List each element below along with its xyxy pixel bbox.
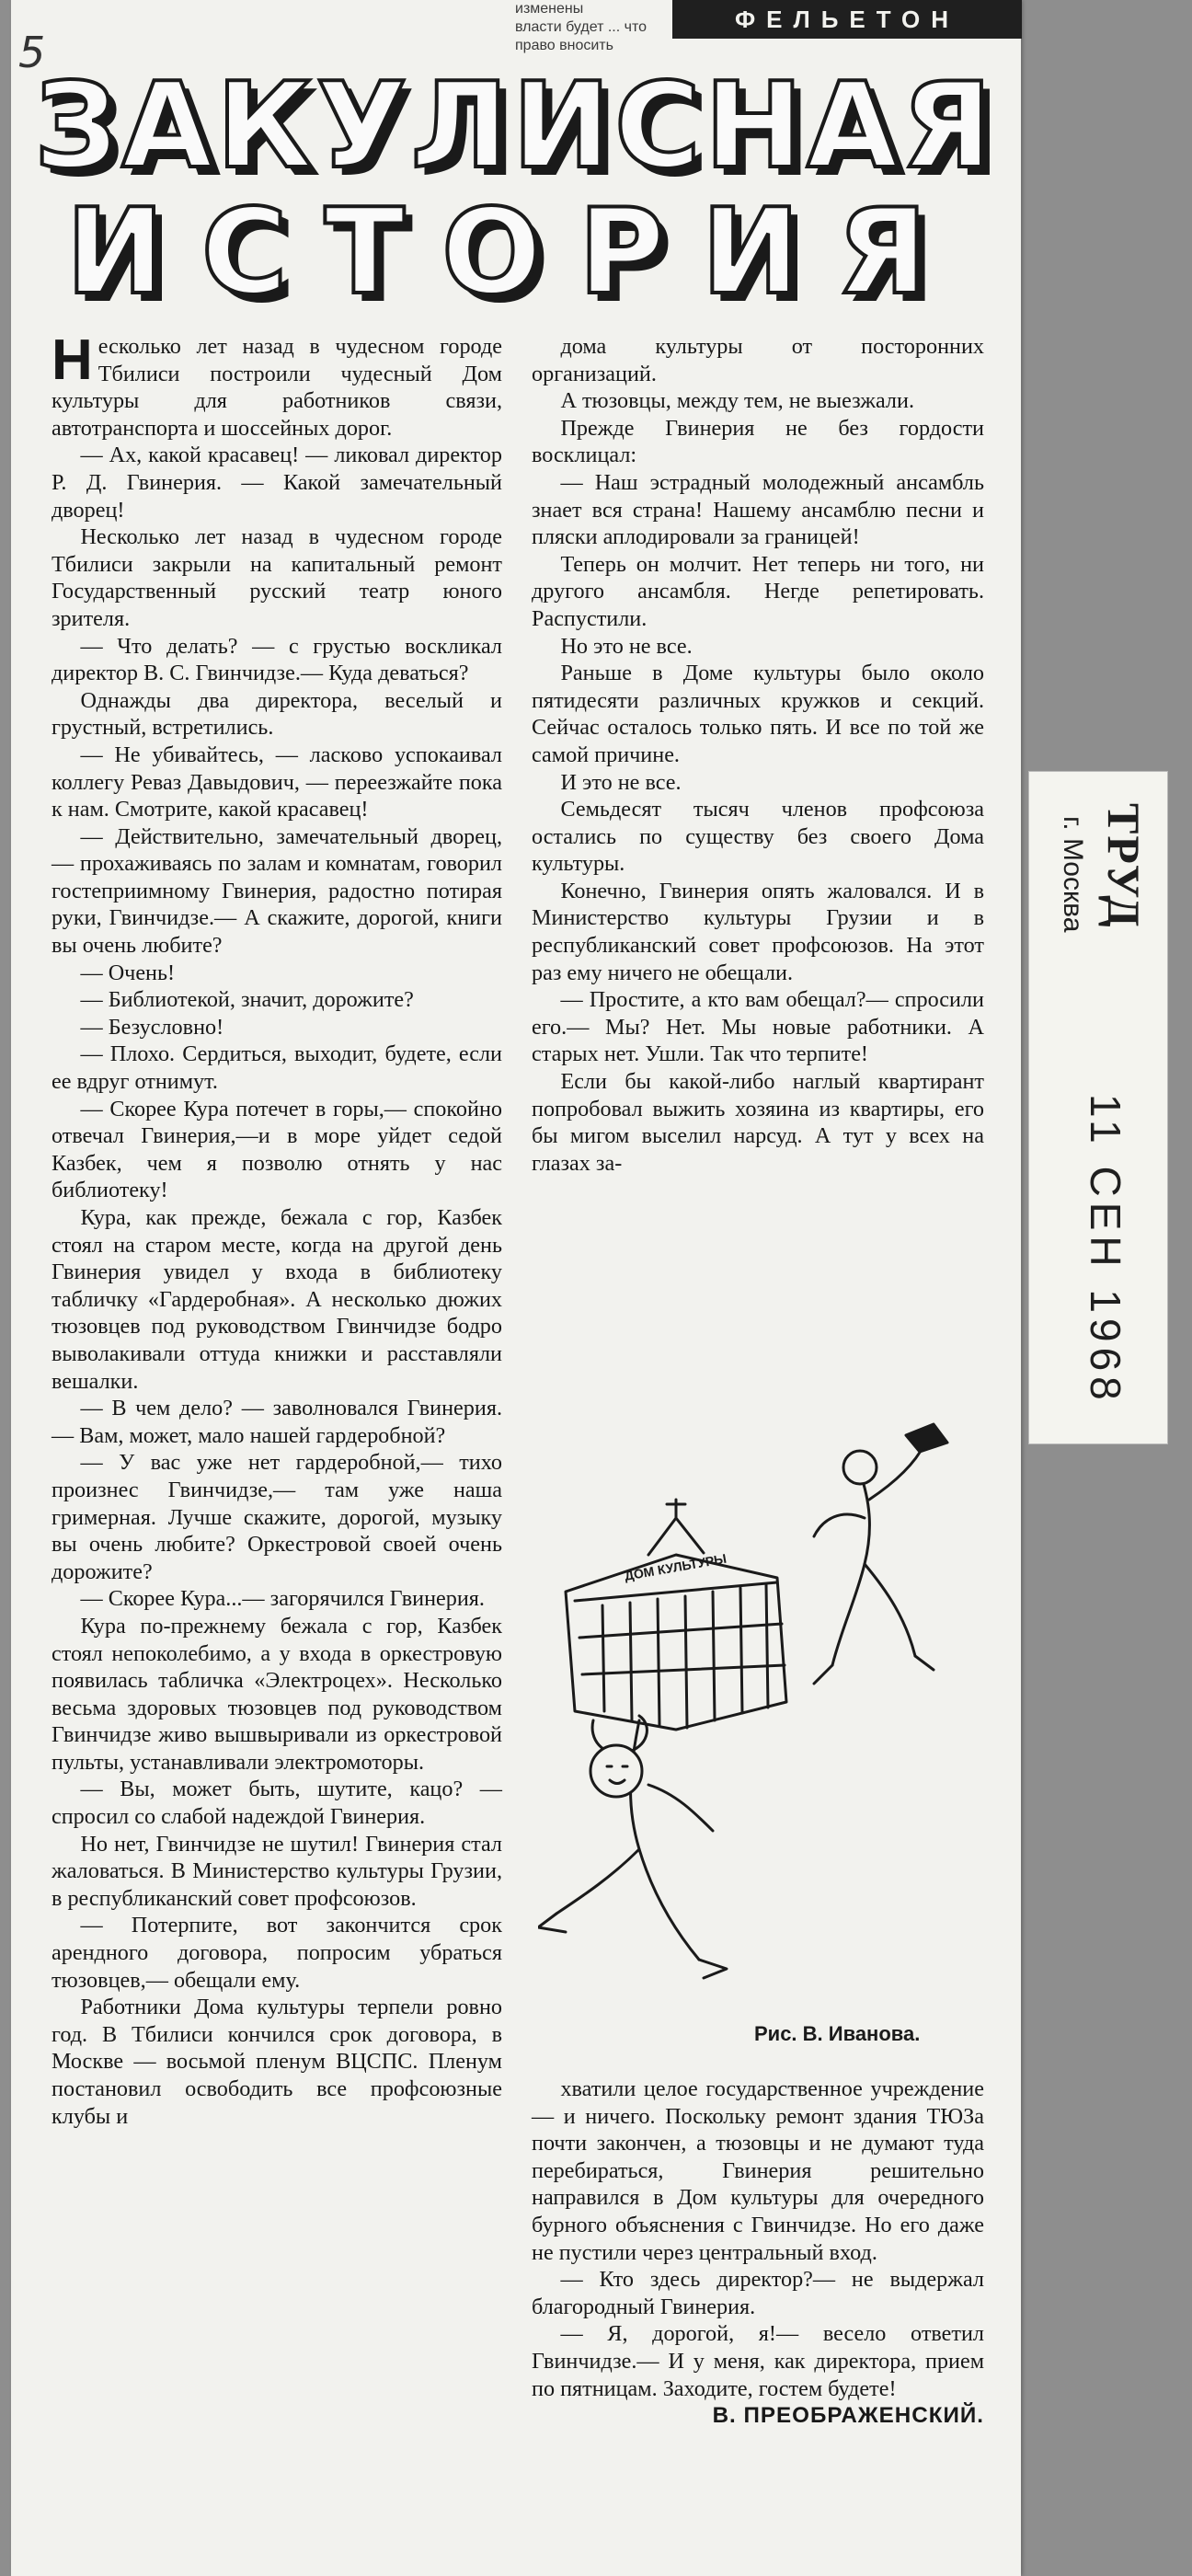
fragment-line: власти будет ... что право вносить bbox=[515, 19, 647, 53]
fragment-line: изменены bbox=[515, 1, 584, 17]
paragraph: — Библиотекой, значит, дорожите? bbox=[80, 987, 414, 1013]
clipping-label bbox=[1028, 771, 1168, 1444]
newspaper-name: ТРУД bbox=[1098, 803, 1150, 929]
paragraph: Но это не все. bbox=[560, 633, 693, 659]
paragraph: — Я, дорогой, я!— весело ответил Гвинчидзе.— И у меня, как директора, прием по пятницам. Заходите, гостем будете! bbox=[532, 2321, 984, 2401]
clipping-date: 11 СЕН 1968 bbox=[1082, 1094, 1129, 1406]
paragraph: Кура по-прежнему бежала с гор, Казбек стоял непоколебимо, а у входа в оркестровую появилась табличка «Электроцех». Несколько весьма здоровых тюзовцев под руководством Гвинчидзе живо вышвыривали из оркестровой пульты, устанавливали электромоторы. bbox=[52, 1613, 502, 1775]
paragraph: — Плохо. Сердиться, выходит, будете, если ее вдруг отнимут. bbox=[52, 1041, 502, 1095]
building-drawing bbox=[566, 1555, 786, 1730]
paragraph: Конечно, Гвинерия опять жаловался. И в Министерство культуры Грузии и в республиканский совет профсоюзов. На этот раз ему ничего не обещали. bbox=[532, 878, 984, 985]
newspaper-city: г. Москва bbox=[1058, 816, 1088, 933]
paragraph: — Простите, а кто вам обещал?— спросили его.— Мы? Нет. Мы новые работники. А старых нет. Ушли. Так что терпите! bbox=[532, 987, 984, 1067]
paragraph: — Действительно, замечательный дворец, — прохаживаясь по залам и комнатам, говорил гостеприимному Гвинерия, радостно потирая руки, Гвинчидзе.— А скажите, дорогой, книги вы очень любите? bbox=[52, 823, 502, 959]
right-column-top bbox=[532, 333, 984, 1382]
paragraph: — Наш эстрадный молодежный ансамбль знает вся страна! Нашему ансамблю песни и пляски аплодировали за границей! bbox=[532, 469, 984, 550]
paragraph bbox=[52, 328, 502, 442]
paragraph: дома культуры от посторонних организаций. bbox=[532, 334, 984, 386]
paragraph: — Что делать? — с грустью воскликал директор В. С. Гвинчидзе.— Куда деваться? bbox=[52, 633, 502, 686]
paragraph: Работники Дома культуры терпели ровно год. В Тбилиси кончился срок договора, в Москве — восьмой пленум ВЦСПС. Пленум постановил освободить все профсоюзные клубы и bbox=[52, 1995, 502, 2129]
paragraph: — Скорее Кура потечет в горы,— спокойно отвечал Гвинерия,—и в море уйдет седой Казбек, чем я позволю отнять у нас библиотеку! bbox=[52, 1096, 502, 1203]
paragraph: Несколько лет назад в чудесном городе Тбилиси закрыли на капитальный ремонт Государственный русский театр юного зрителя. bbox=[52, 524, 502, 631]
paragraph: Семьдесят тысяч членов профсоюза остались по существу без своего Дома культуры. bbox=[532, 797, 984, 877]
paragraph: И это не все. bbox=[560, 769, 682, 795]
cartoon-illustration bbox=[538, 1417, 961, 2006]
paragraph: Однажды два директора, веселый и грустный, встретились. bbox=[52, 687, 502, 741]
paragraph: — Ах, какой красавец! — ликовал директор Р. Д. Гвинерия. — Какой замечательный дворец! bbox=[52, 443, 502, 523]
paragraph: Прежде Гвинерия не без гордости восклицал: bbox=[532, 415, 984, 468]
headline-line-1: ЗАКУЛИСНАЯ bbox=[34, 58, 996, 195]
rubric-banner: ФЕЛЬЕТОН bbox=[672, 0, 1022, 39]
page-number: 5 bbox=[18, 28, 46, 77]
paragraph: А тюзовцы, между тем, не выезжали. bbox=[560, 388, 914, 414]
paragraph: — В чем дело? — заволновался Гвинерия.— Вам, может, мало нашей гардеробной? bbox=[52, 1396, 502, 1448]
headline-line-2: ИСТОРИЯ bbox=[65, 184, 965, 321]
paragraph: хватили целое государственное учреждение — и ничего. Поскольку ремонт здания ТЮЗа почти закончен, а тюзовцы и не думают туда перебираться, Гвинерия решительно направился в Дом культуры для очередного бурного объяснения с Гвинчидзе. Но его даже не пустили через центральный вход. bbox=[532, 2076, 984, 2265]
paragraph: Но нет, Гвинчидзе не шутил! Гвинерия стал жаловаться. В Министерство культуры Грузии, в республиканский совет профсоюзов. bbox=[52, 1831, 502, 1911]
author-signature: В. ПРЕОБРАЖЕНСКИЙ. bbox=[712, 2403, 984, 2429]
paragraph: Теперь он молчит. Нет теперь ни того, ни другого ансамбля. Негде репетировать. Распустили. bbox=[532, 551, 984, 631]
paragraph: Если бы какой-либо наглый квартирант попробовал выжить хозяина из квартиры, его бы мигом выселил нарсуд. А тут у всех на глазах за- bbox=[532, 1069, 984, 1176]
drop-cap-rest: есколько лет назад в чудесном городе Тбилиси построили чудесный Дом культуры для работников связи, автотранспорта и шоссейных дорог. bbox=[52, 334, 502, 441]
previous-article-fragment bbox=[515, 0, 671, 55]
paragraph: — Безусловно! bbox=[80, 1014, 224, 1040]
paragraph: — Скорее Кура...— загорячился Гвинерия. bbox=[80, 1586, 485, 1612]
left-column bbox=[52, 328, 502, 2569]
paragraph: — Очень! bbox=[80, 960, 176, 985]
building-sign: ДОМ КУЛЬТУРЫ bbox=[623, 1550, 728, 1583]
illustration-caption: Рис. В. Иванова. bbox=[754, 2022, 921, 2045]
paragraph: — У вас уже нет гардеробной,— тихо произнес Гвинчидзе,— там уже наша гримерная. Лучше скажите, дорогой, музыку вы очень любите? Оркестровой своей очень дорожите? bbox=[52, 1450, 502, 1584]
paragraph: — Вы, может быть, шутите, кацо? — спросил со слабой надеждой Гвинерия. bbox=[52, 1777, 502, 1830]
running-man-drawing bbox=[631, 1720, 699, 1960]
paragraph: — Не убивайтесь, — ласково успокаивал коллегу Реваз Давыдович, — переезжайте пока к нам. Смотрите, какой красавец! bbox=[52, 742, 502, 822]
right-column-bottom bbox=[532, 2076, 984, 2572]
paragraph: Раньше в Доме культуры было около пятидесяти различных кружков и секций. Сейчас осталось только пять. И все по той же самой причине. bbox=[532, 661, 984, 767]
second-man-drawing bbox=[832, 1472, 869, 1665]
drop-cap: Н bbox=[52, 328, 93, 392]
paragraph: — Кто здесь директор?— не выдержал благородный Гвинерия. bbox=[532, 2267, 984, 2319]
paragraph: — Потерпите, вот закончится срок арендного договора, попросим убраться тюзовцев,— обещали ему. bbox=[52, 1913, 502, 1993]
paragraph: Кура, как прежде, бежала с гор, Казбек стоял на старом месте, когда на другой день Гвинерия увидел у входа в библиотеку табличку «Гардеробная». А несколько дюжих тюзовцев под руководством Гвинчидзе бодро выволакивали оттуда книжки и расставляли вешалки. bbox=[52, 1205, 502, 1394]
